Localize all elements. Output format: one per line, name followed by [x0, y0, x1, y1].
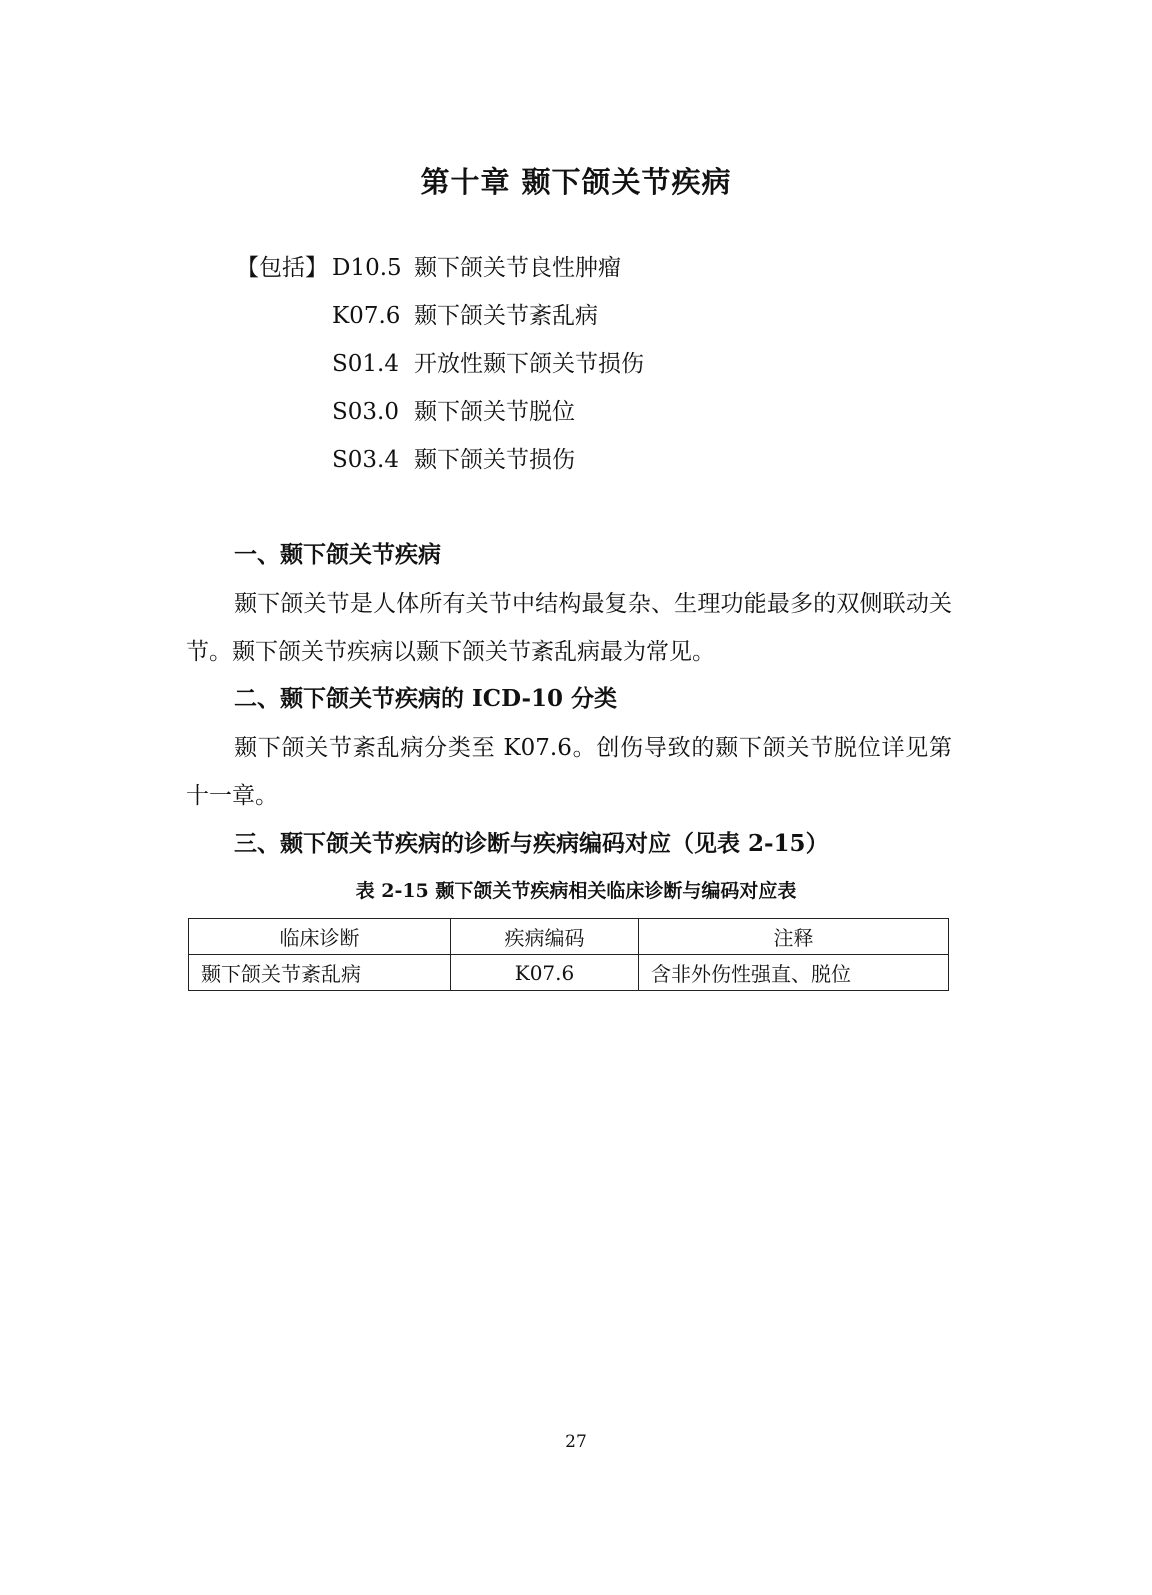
include-code: K07.6 [332, 303, 401, 329]
section-heading: 三、颞下颌关节疾病的诊断与疾病编码对应（见表 2-15） [234, 830, 829, 857]
include-code: S03.4 [332, 447, 399, 473]
include-code: S01.4 [332, 351, 399, 377]
table-cell: 颞下颌关节紊乱病 [189, 955, 451, 991]
table-caption: 表 2-15 颞下颌关节疾病相关临床诊断与编码对应表 [355, 880, 797, 902]
include-code: D10.5 [332, 255, 402, 281]
page-number: 27 [565, 1432, 587, 1452]
section-heading: 一、颞下颌关节疾病 [234, 541, 441, 568]
table-header-cell: 疾病编码 [451, 919, 639, 955]
include-name: 开放性颞下颌关节损伤 [414, 351, 644, 377]
include-name: 颞下颌关节紊乱病 [414, 303, 598, 329]
table-cell: 含非外伤性强直、脱位 [639, 955, 949, 991]
include-name: 颞下颌关节损伤 [414, 447, 575, 473]
include-name: 颞下颌关节脱位 [414, 399, 575, 425]
includes-label: 【包括】 [236, 255, 328, 281]
chapter-title: 第十章 颞下颌关节疾病 [420, 165, 732, 199]
table-row [189, 955, 949, 991]
table-cell: K07.6 [451, 955, 639, 991]
diagnosis-code-table [188, 918, 949, 991]
table-header-cell: 临床诊断 [189, 919, 451, 955]
include-code: S03.0 [332, 399, 399, 425]
table-header-row [189, 919, 949, 955]
include-name: 颞下颌关节良性肿瘤 [414, 255, 621, 281]
table-header-cell: 注释 [639, 919, 949, 955]
section-paragraph: 颞下颌关节是人体所有关节中结构最复杂、生理功能最多的双侧联动关节。颞下颌关节疾病以颞下颌关节紊乱病最为常见。 [186, 591, 952, 665]
section-paragraph: 颞下颌关节紊乱病分类至 K07.6。创伤导致的颞下颌关节脱位详见第十一章。 [186, 735, 952, 809]
section-heading: 二、颞下颌关节疾病的 ICD-10 分类 [234, 685, 618, 712]
